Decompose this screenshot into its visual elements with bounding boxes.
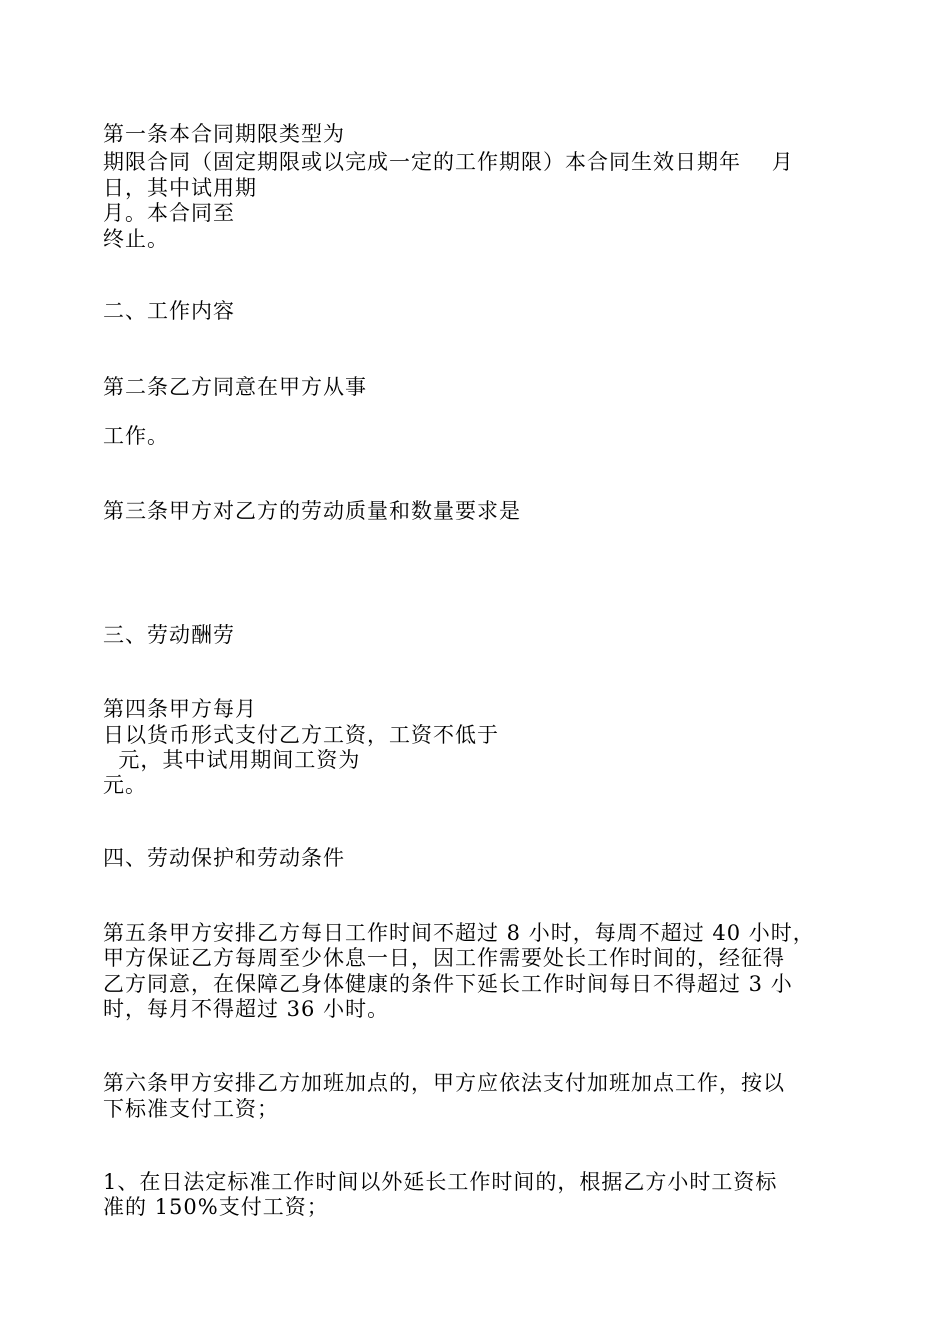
article-5-line-2: 甲方保证乙方每周至少休息一日，因工作需要处长工作时间的，经征得 <box>103 946 785 970</box>
article-1-line-4: 月。本合同至 <box>103 201 235 225</box>
article-4-line-1: 第四条甲方每月 <box>103 697 257 721</box>
article-5-line-3: 乙方同意，在保障乙身体健康的条件下延长工作时间每日不得超过 3 小 <box>103 972 793 996</box>
item-1-line-2: 准的 150%支付工资； <box>103 1195 329 1219</box>
section-3-heading: 三、劳动酬劳 <box>103 623 235 647</box>
article-4-line-2: 日以货币形式支付乙方工资，工资不低于 <box>103 723 499 747</box>
article-2-line-2: 工作。 <box>103 424 169 448</box>
article-5-line-4: 时，每月不得超过 36 小时。 <box>103 997 390 1021</box>
article-1-line-2: 期限合同（固定期限或以完成一定的工作期限）本合同生效日期年 月 <box>103 150 794 174</box>
article-5-line-1: 第五条甲方安排乙方每日工作时间不超过 8 小时，每周不超过 40 小时， <box>103 921 815 945</box>
article-1-line-3: 日，其中试用期 <box>103 176 257 200</box>
article-6-line-2: 下标准支付工资； <box>103 1097 279 1121</box>
section-4-heading: 四、劳动保护和劳动条件 <box>103 846 345 870</box>
article-6-line-1: 第六条甲方安排乙方加班加点的，甲方应依法支付加班加点工作，按以 <box>103 1071 785 1095</box>
article-4-line-3: 元，其中试用期间工资为 <box>103 748 361 772</box>
article-3-line-1: 第三条甲方对乙方的劳动质量和数量要求是 <box>103 499 521 523</box>
article-1-line-5: 终止。 <box>103 227 169 251</box>
article-2-line-1: 第二条乙方同意在甲方从事 <box>103 375 367 399</box>
item-1-line-1: 1、在日法定标准工作时间以外延长工作时间的，根据乙方小时工资标 <box>103 1170 778 1194</box>
article-4-line-4: 元。 <box>103 773 147 797</box>
section-2-heading: 二、工作内容 <box>103 299 235 323</box>
article-1-line-1: 第一条本合同期限类型为 <box>103 122 345 146</box>
